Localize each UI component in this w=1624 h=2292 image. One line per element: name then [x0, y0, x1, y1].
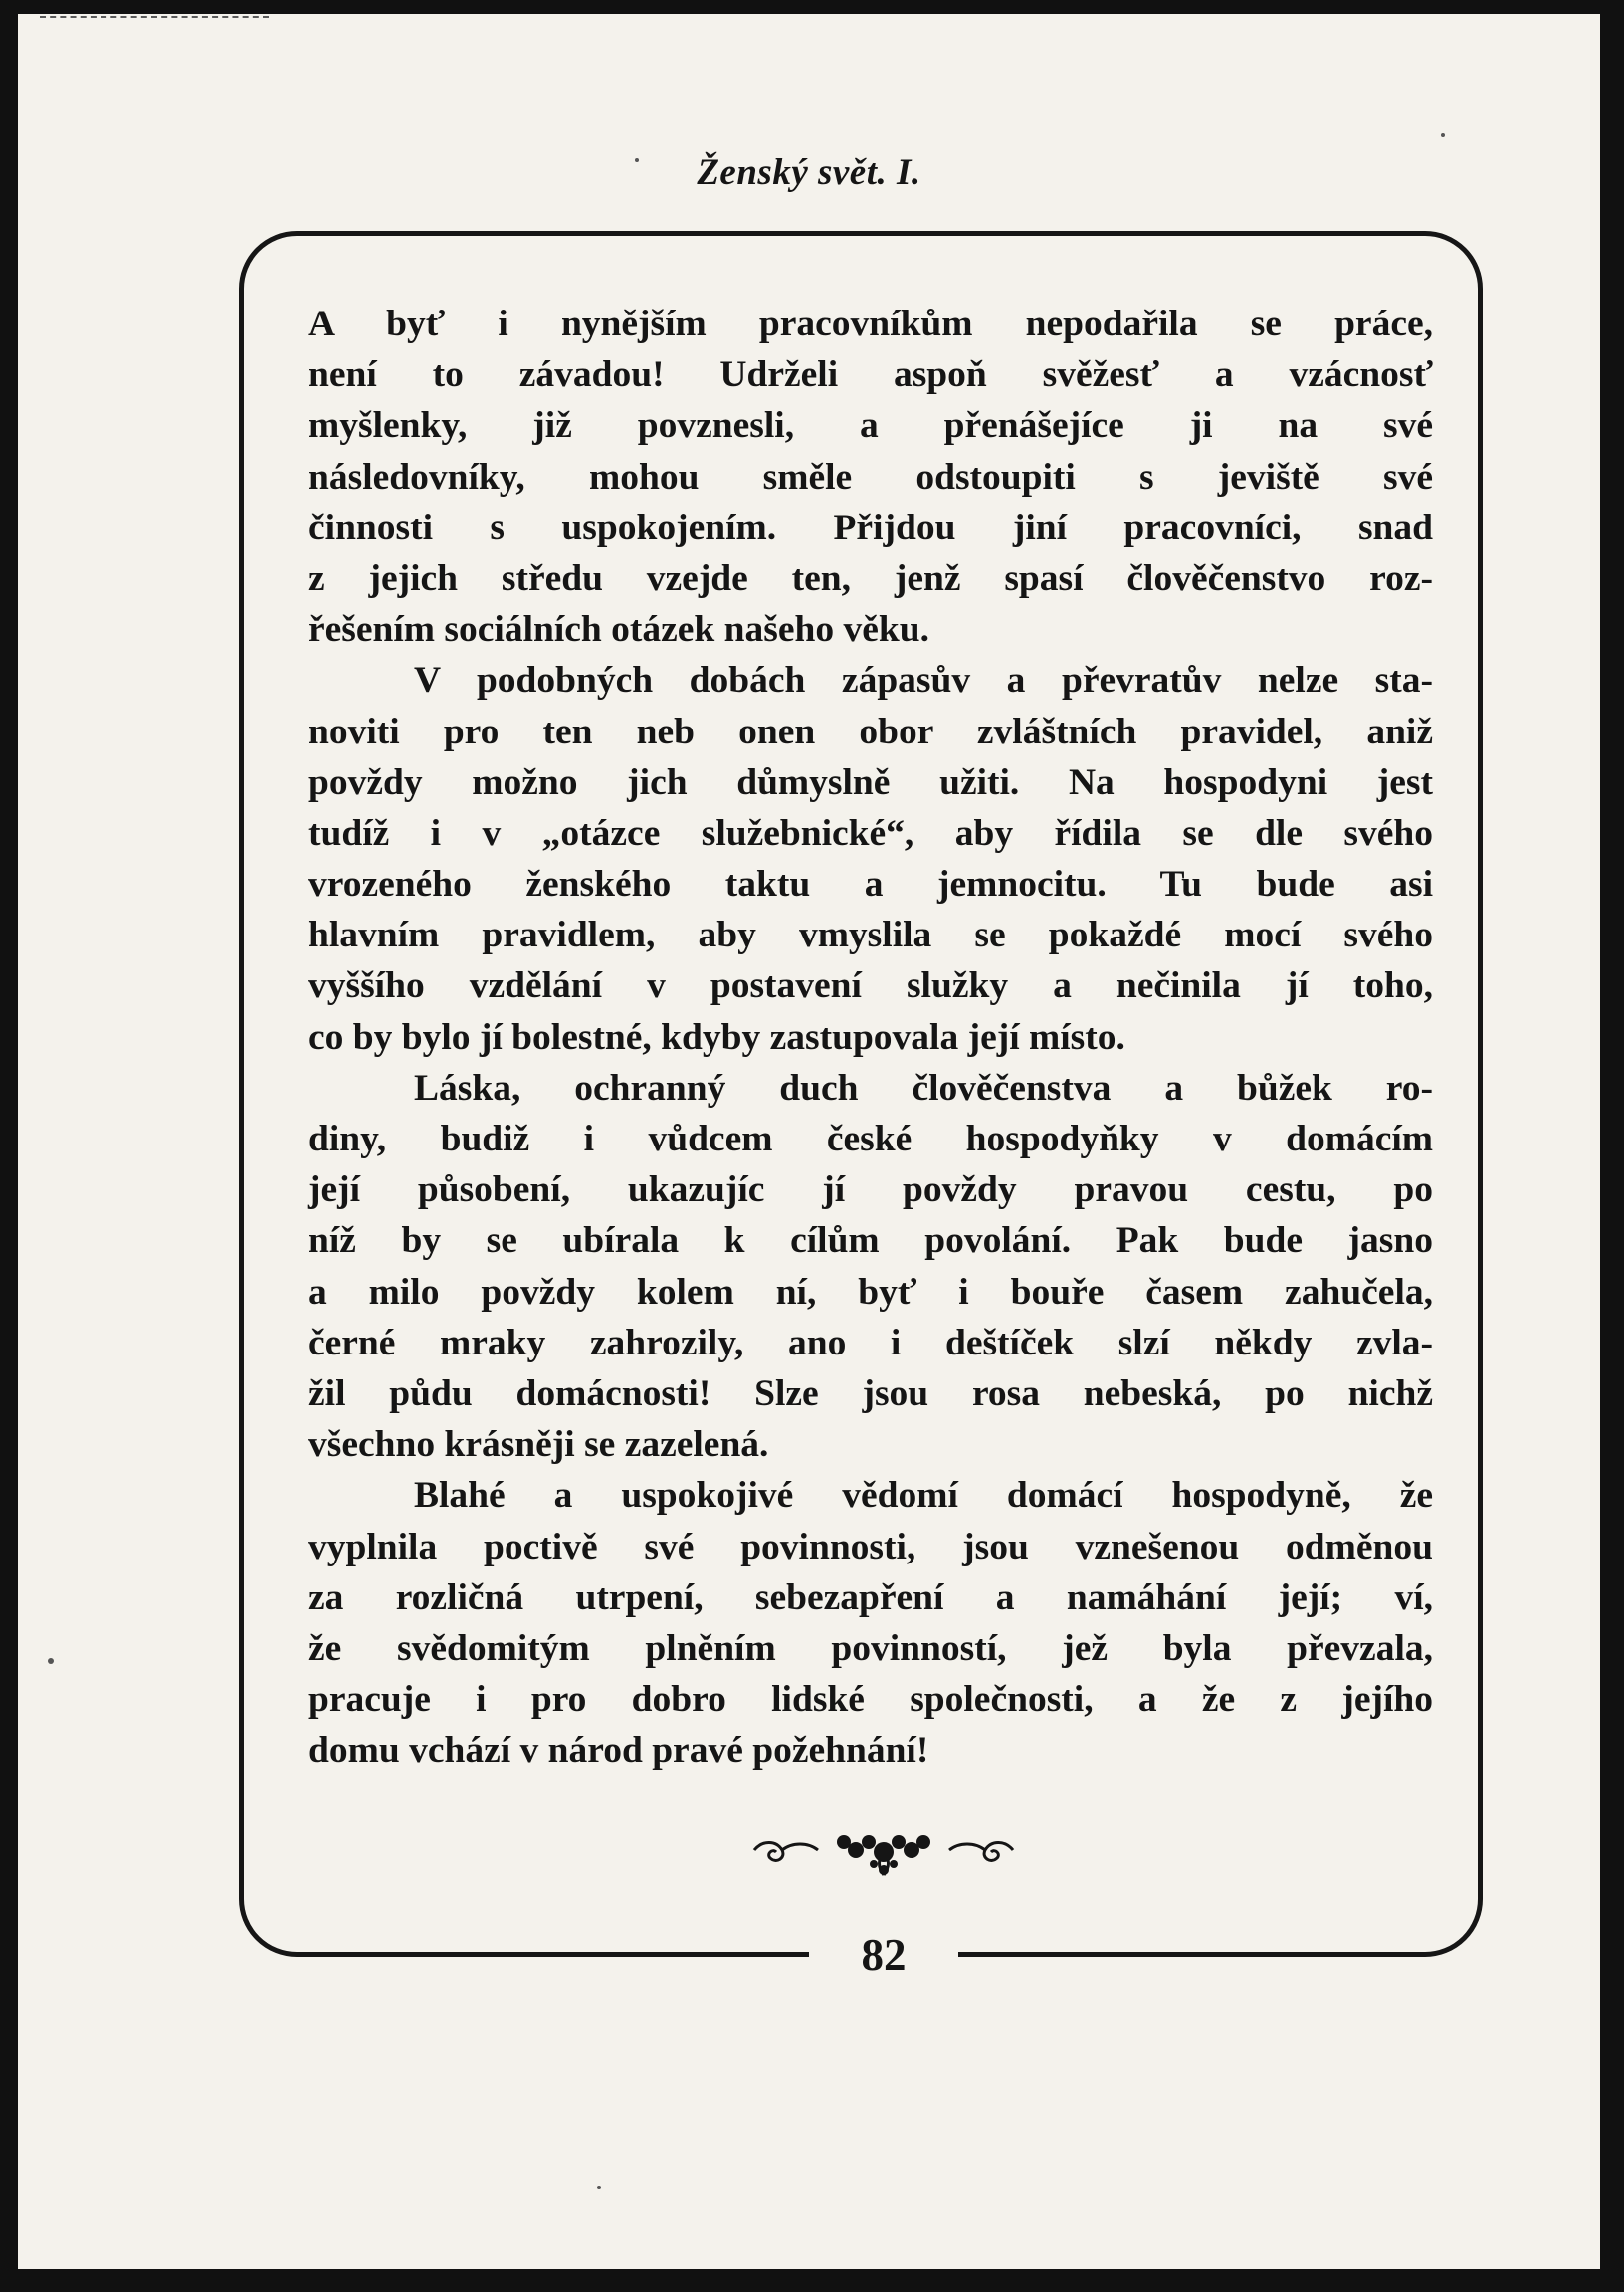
text-line: Láska, ochranný duch člověčenstva a bůžek ro-: [414, 1067, 1433, 1109]
text-line: že svědomitým plněním povinností, jež byla převzala,: [308, 1627, 1433, 1669]
text-line: hlavním pravidlem, aby vmyslila se pokaždé mocí svého: [308, 915, 1433, 956]
text-line: V podobných dobách zápasův a převratův nelze sta-: [414, 660, 1433, 702]
text-line: povždy možno jich důmyslně užiti. Na hospodyni jest: [308, 761, 1433, 803]
text-line: činnosti s uspokojením. Přijdou jiní pracovníci, snad: [308, 507, 1433, 548]
text-line: vrozeného ženského taktu a jemnocitu. Tu bude asi: [308, 864, 1433, 906]
text-line: pracuje i pro dobro lidské společnosti, a že z jejího: [308, 1679, 1433, 1721]
text-line: není to závadou! Udrželi aspoň svěžesť a vzácnosť: [308, 354, 1433, 396]
body-text: [308, 299, 1433, 1775]
text-line: Blahé a uspokojivé vědomí domácí hospodyně, že: [414, 1475, 1433, 1517]
paper-speck: [597, 2186, 601, 2189]
text-line: její působení, ukazujíc jí povždy pravou cestu, po: [308, 1169, 1433, 1211]
paper-speck: [48, 1658, 54, 1664]
text-line: z jejich středu vzejde ten, jenž spasí člověčenstvo roz-: [308, 557, 1433, 599]
text-line: řešením sociálních otázek našeho věku.: [308, 609, 929, 651]
scan-edge-mark: [40, 16, 269, 22]
text-line: diny, budiž i vůdcem české hospodyňky v domácím: [308, 1119, 1433, 1159]
text-line: vyššího vzdělání v postavení služky a nečinila jí toho,: [308, 965, 1433, 1007]
text-line: a milo povždy kolem ní, byť i bouře časem zahučela,: [308, 1271, 1433, 1313]
text-line: všechno krásněji se zazelená.: [308, 1424, 769, 1466]
text-line: následovníky, mohou směle odstoupiti s jeviště své: [308, 456, 1433, 498]
text-line: černé mraky zahrozily, ano i deštíček slzí někdy zvla-: [308, 1322, 1433, 1363]
text-line: domu vchází v národ pravé požehnání!: [308, 1730, 929, 1771]
text-line: myšlenky, již povznesli, a přenášejíce ji na své: [308, 405, 1433, 447]
text-line: tudíž i v „otázce služebnické“, aby řídila se dle svého: [308, 812, 1433, 854]
running-title: Ženský svět. I.: [697, 152, 921, 193]
text-line: noviti pro ten neb onen obor zvláštních pravidel, aniž: [308, 711, 1433, 752]
text-line: A byť i nynějším pracovníkům nepodařila se práce,: [308, 304, 1433, 344]
text-line: za rozličná utrpení, sebezapření a namáhání její; ví,: [308, 1576, 1433, 1618]
text-line: žil půdu domácnosti! Slze jsou rosa nebeská, po nichž: [308, 1372, 1433, 1414]
text-line: co by bylo jí bolestné, kdyby zastupovala její místo.: [308, 1016, 1125, 1058]
book-page: [18, 14, 1600, 2269]
text-line: vyplnila poctivě své povinnosti, jsou vznešenou odměnou: [308, 1526, 1433, 1567]
paper-speck: [1441, 133, 1445, 137]
text-line: níž by se ubírala k cílům povolání. Pak bude jasno: [308, 1220, 1433, 1262]
page-number: 82: [861, 1930, 907, 1979]
paper-speck: [635, 158, 639, 162]
floral-vignette-icon: [734, 1820, 1033, 1890]
